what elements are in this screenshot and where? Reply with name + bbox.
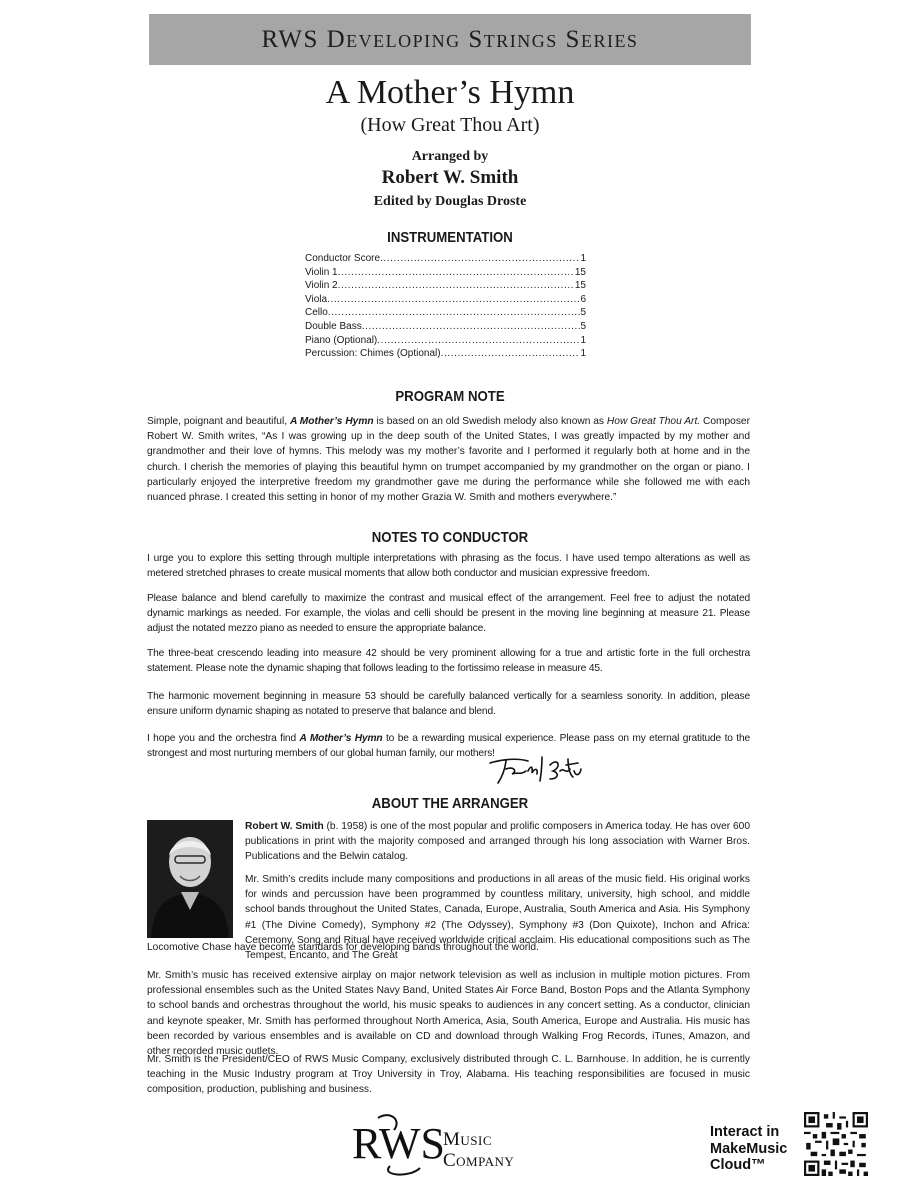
instrumentation-list (305, 252, 586, 361)
instrumentation-row (305, 279, 586, 293)
instrument-qty: 5 (580, 307, 586, 319)
instrumentation-row (305, 320, 586, 334)
arranged-by-label: Arranged by (411, 149, 489, 164)
work-title: A Mother’s Hymn (299, 733, 383, 744)
conductor-note-paragraph: The harmonic movement beginning in measure 53 should be carefully balanced vertically for a seamless sonority. In addition, please ensure uniform dynamic shaping as notated to preserve that balance and blend. (147, 691, 750, 718)
instrumentation-row (305, 293, 586, 307)
conductor-note-paragraph: I urge you to explore this setting through multiple interpretations with phrasing as the focus. I have used tempo alterations as well as metered stretched phrases to create musical moments that allow both conductor and musician expressive freedom. (147, 553, 750, 580)
instrumentation-row (305, 334, 586, 348)
instrument-qty: 1 (580, 334, 586, 346)
instrument-name: Violin 1 (305, 266, 338, 278)
logo-text (443, 1129, 514, 1171)
arranger-name-inline: Robert W. Smith (245, 821, 324, 832)
page-title: A Mother’s Hymn (325, 74, 575, 111)
about-arranger-heading: ABOUT THE ARRANGER (371, 795, 529, 812)
instrumentation-row (305, 252, 586, 266)
arranger-name: Robert W. Smith (381, 167, 519, 188)
instrument-name: Viola (305, 293, 328, 305)
page-subtitle: (How Great Thou Art) (360, 114, 540, 136)
conductor-note-paragraph: The three-beat crescendo leading into measure 42 should be very prominent allowing for a true and artistic forte in the full orchestra statement. Please note the dynamic shaping that follows leading to the fortissimo release in measure 45. (147, 648, 750, 675)
conductor-note-paragraph: I hope you and the orchestra find A Mother’s Hymn to be a rewarding musical experience. Please pass on my eternal gratitude to the strongest and most nurturing members of our global human family, our mothers! (147, 733, 750, 760)
instrument-qty: 15 (574, 266, 586, 278)
qr-code[interactable] (804, 1112, 868, 1176)
signature-image (488, 749, 583, 789)
program-note-heading: PROGRAM NOTE (395, 388, 505, 405)
arranger-photo (147, 820, 233, 938)
instrument-qty: 15 (574, 280, 586, 292)
instrumentation-row (305, 347, 586, 361)
instrument-qty: 6 (580, 293, 586, 305)
editor-credit: Edited by Douglas Droste (373, 194, 527, 209)
about-paragraph: Robert W. Smith (b. 1958) is one of the most popular and prolific composers in America today. He has over 600 publications in print with the majority composed and arranged through his long association with Warner Bros. Publications and the Belwin catalog. (245, 821, 750, 863)
instrument-name: Conductor Score (305, 253, 381, 264)
instrument-name: Double Bass (305, 320, 362, 332)
interact-cloud-label: Interact in MakeMusic Cloud™ (710, 1124, 788, 1173)
instrumentation-row (305, 266, 586, 280)
about-paragraph: Mr. Smith is the President/CEO of RWS Music Company, exclusively distributed through C. L. Barnhouse. In addition, he is currently teaching in the Music Industry program at Troy University in Troy, Alabama. His teaching responsibilities are focused in music composition, production, publishing and business. (147, 1054, 750, 1096)
program-note-text: Simple, poignant and beautiful, A Mother’s Hymn is based on an old Swedish melody also known as How Great Thou Art. Composer Robert W. Smith writes, “As I was growing up in the deep south of the United States, I was greatly impacted by my mother and grandmother and their love of hymns. This melody was my mother’s favorite and I performed it regularly both at home and in the church. I cherish the memories of playing this beautiful hymn on trumpet accompanied by my grandmother on the organ or piano. I particularly enjoyed the interpretive freedom my grandmother gave me during the performance while she followed me with each nuanced phrase. I created this setting in honor of my mother Grazia W. Smith and mothers everywhere.” (147, 416, 750, 504)
instrument-name: Piano (Optional) (305, 334, 378, 346)
instrumentation-row (305, 306, 586, 320)
notes-to-conductor-heading: NOTES TO CONDUCTOR (371, 529, 529, 546)
instrument-name: Violin 2 (305, 280, 338, 292)
series-banner-text: RWS Developing Strings Series (261, 26, 639, 53)
about-paragraph-continuation: Locomotive Chase have become standards for developing bands throughout the world. (147, 942, 539, 953)
instrumentation-heading: INSTRUMENTATION (387, 229, 513, 246)
conductor-note-paragraph: Please balance and blend carefully to maximize the contrast and musical effect of the arrangement. Feel free to adjust the notated dynamic markings as needed. For example, the violas and celli should be present in the moving line beginning at measure 21. Please adjust the notated mezzo piano as needed to ensure the appropriate balance. (147, 593, 750, 635)
instrument-qty: 1 (580, 348, 586, 360)
about-paragraph: Mr. Smith’s credits include many compositions and productions in all areas of the music field. His original works for winds and percussion have been programmed by countless military, university, high school, and middle school bands throughout the United States, Canada, Europe, Australia, South America and Asia. His Symphony #1 (The Divine Comedy), Symphony #2 (The Odyssey), Symphony #3 (Don Quixote), Inchon and Africa: Ceremony, Song and Ritual have received worldwide critical acclaim. His educational compositions such as The Tempest, Encanto, and The Great (245, 874, 750, 962)
logo-line-music: Music (443, 1129, 493, 1150)
work-title: A Mother’s Hymn (289, 416, 374, 427)
instrument-name: Percussion: Chimes (Optional) (305, 348, 441, 360)
series-banner (149, 14, 751, 65)
logo-mark: RWS (352, 1119, 445, 1168)
alt-title: How Great Thou Art. (606, 416, 701, 427)
about-paragraph: Mr. Smith’s music has received extensive airplay on major network television as well as inclusion in multiple motion pictures. From professional ensembles such as the United States Navy Band, United States Air Force Band, Boston Pops and the Atlanta Symphony to school bands and orchestras throughout the world, his music speaks to audiences in any concert setting. As a conductor, clinician and keynote speaker, Mr. Smith has performed throughout North America, Asia, South America, Europe and Australia. His music has been recorded by various ensembles and is available on CD and download through Walking Frog Records, iTunes, Amazon, and other recorded music outlets. (147, 970, 750, 1058)
instrument-qty: 1 (580, 253, 586, 264)
logo-line-company: Company (443, 1150, 515, 1171)
instrument-name: Cello (305, 307, 328, 319)
instrument-qty: 5 (580, 320, 586, 332)
